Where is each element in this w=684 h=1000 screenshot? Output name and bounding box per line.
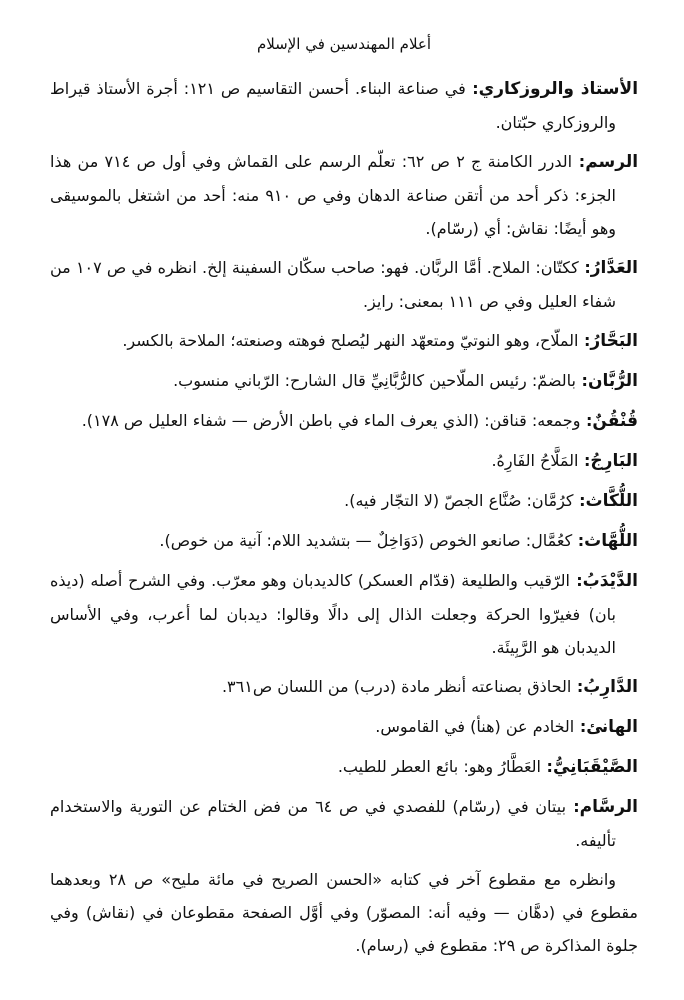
glossary-entries <box>50 72 638 857</box>
entry-definition: الدرر الكامنة ج ٢ ص ٦٢: تعلّم الرسم على القماش وفي أول ص ٧١٤ من هذا الجزء: ذكر أحد من أتقن صناعة الدهان وفي ص ٩١٠ منه: أحد من اشتغل بالموسيقى وهو أيضًا: نقاش: أي (رسّام). <box>50 152 617 238</box>
glossary-entry: الدَّيْدَبُ: الرّقيب والطليعة (قدّام العسكر) كالديدبان وهو معرّب. وفي الشرح أصله (ديذه بان) فغيرّوا الحركة وجعلت الذال إلى دالًا وقالوا: ديدبان لما أعرب، وفي الأساس الديدبان هو الرَّبِيئَة. <box>50 571 638 657</box>
glossary-entry: الرُّبَّان: بالضمّ: رئيس الملّاحين كالرُّبَّانِيِّ قال الشارح: الرّباني منسوب. <box>173 371 638 391</box>
entry-term: الصَّيْقَبَانِيُّ <box>552 757 638 777</box>
entry-definition: المَلَّاحُ الفَارِهُ. <box>491 451 579 470</box>
entry-definition: وجمعه: قناقن: (الذي يعرف الماء في باطن الأرض — شفاء العليل ص ١٧٨). <box>81 411 581 430</box>
glossary-entry: اللُّهَّاث: كعُمَّال: صانعو الخوص (دَوَاخِلٌ — بتشديد اللام: آنية من خوص). <box>159 531 638 551</box>
entry-term: البَحَّارُ <box>590 331 638 351</box>
entry-term: الهانئ <box>586 717 638 737</box>
entry-term: الرسَّام <box>579 797 639 817</box>
glossary-entry: الرسم: الدرر الكامنة ج ٢ ص ٦٢: تعلّم الرسم على القماش وفي أول ص ٧١٤ من هذا الجزء: ذكر أحد من أتقن صناعة الدهان وفي ص ٩١٠ منه: أحد من اشتغل بالموسيقى وهو أيضًا: نقاش: أي (رسّام). <box>50 152 639 238</box>
glossary-entry: الدَّارِبُ: الحاذق بصناعته أنظر مادة (درب) من اللسان ص٣٦١. <box>221 677 638 697</box>
entry-term: قُنْقُنٌ <box>592 411 638 431</box>
entry-definition: بيتان في (رسّام) للفصدي في ص ٦٤ من فض الختام عن التورية والاستخدام تأليفه. <box>50 797 616 850</box>
glossary-entry: الهانئ: الخادم عن (هنأ) في القاموس. <box>375 717 638 737</box>
entry-definition: ككتّان: الملاح. أمَّا الربَّان. فهو: صاحب سكّان السفينة إلخ. انظره في ص ١٠٧ من شفاء العليل وفي ص ١١١ بمعنى: رايز. <box>50 258 616 311</box>
entry-definition: كعُمَّال: صانعو الخوص (دَوَاخِلٌ — بتشديد اللام: آنية من خوص). <box>159 531 573 550</box>
entry-definition: الرّقيب والطليعة (قدّام العسكر) كالديدبان وهو معرّب. وفي الشرح أصله (ديذه بان) فغيرّوا الحركة وجعلت الذال إلى دالًا وقالوا: ديدبان لما أعرب، وفي الأساس الديدبان هو الرَّبِيئَة. <box>50 571 616 657</box>
entry-definition: العَطَّارُ وهو: بائع العطر للطيب. <box>337 757 541 776</box>
entry-term: اللُّكَّاث <box>585 491 638 511</box>
entry-definition: الحاذق بصناعته أنظر مادة (درب) من اللسان ص٣٦١. <box>221 677 572 696</box>
entry-term: الدَّارِبُ <box>583 677 638 697</box>
entry-definition: كرُمَّان: صُنَّاع الجصّ (لا التجّار فيه). <box>344 491 574 510</box>
closing-note: وانظره مع مقطوع آخر في كتابه «الحسن الصريح في مائة مليح» ص ٢٨ وبعدهما مقطوع في (دهَّان — وفيه أنه: المصوّر) وفي أوَّل الصفحة مقطوعان في (نقاش) وفي جلوة المذاكرة ص ٢٩: مقطوع في (رسام). <box>50 870 638 955</box>
entry-definition: الملّاح، وهو النوتيّ ومتعهّد النهر ليُصلح فوهته وصنعته؛ الملاحة بالكسر. <box>122 331 579 350</box>
entry-term: البَارِجُ <box>590 451 638 471</box>
entry-definition: الخادم عن (هنأ) في القاموس. <box>375 717 575 736</box>
entry-term: الرسم <box>585 152 639 172</box>
entry-term: الأستاذ والروزكاري <box>478 79 639 99</box>
glossary-entry: البَارِجُ: المَلَّاحُ الفَارِهُ. <box>491 451 638 471</box>
glossary-entry: الرسَّام: بيتان في (رسّام) للفصدي في ص ٦٤ من فض الختام عن التورية والاستخدام تأليفه. <box>50 797 639 850</box>
glossary-entry: اللُّكَّاث: كرُمَّان: صُنَّاع الجصّ (لا التجّار فيه). <box>344 491 638 511</box>
entry-definition: بالضمّ: رئيس الملّاحين كالرُّبَّانِيِّ قال الشارح: الرّباني منسوب. <box>173 371 576 390</box>
entry-term: اللُّهَّاث <box>584 531 638 551</box>
glossary-entry: العَدَّارُ: ككتّان: الملاح. أمَّا الربَّان. فهو: صاحب سكّان السفينة إلخ. انظره في ص ١٠٧ من شفاء العليل وفي ص ١١١ بمعنى: رايز. <box>50 258 639 311</box>
glossary-entry: الأستاذ والروزكاري: في صناعة البناء. أحسن التقاسيم ص ١٢١: أجرة الأستاذ قيراط والروزكاري حبّتان. <box>50 79 639 132</box>
entry-term: العَدَّارُ <box>590 258 639 278</box>
entry-term: الدَّيْدَبُ <box>582 571 638 591</box>
entry-term: الرُّبَّان <box>587 371 638 391</box>
glossary-entry: قُنْقُنٌ: وجمعه: قناقن: (الذي يعرف الماء في باطن الأرض — شفاء العليل ص ١٧٨). <box>81 411 638 431</box>
entry-definition: في صناعة البناء. أحسن التقاسيم ص ١٢١: أجرة الأستاذ قيراط والروزكاري حبّتان. <box>50 79 616 132</box>
running-header: أعلام المهندسين في الإسلام <box>256 35 432 53</box>
glossary-entry: الصَّيْقَبَانِيُّ: العَطَّارُ وهو: بائع العطر للطيب. <box>337 757 638 777</box>
glossary-entry: البَحَّارُ: الملّاح، وهو النوتيّ ومتعهّد النهر ليُصلح فوهته وصنعته؛ الملاحة بالكسر. <box>122 331 638 351</box>
